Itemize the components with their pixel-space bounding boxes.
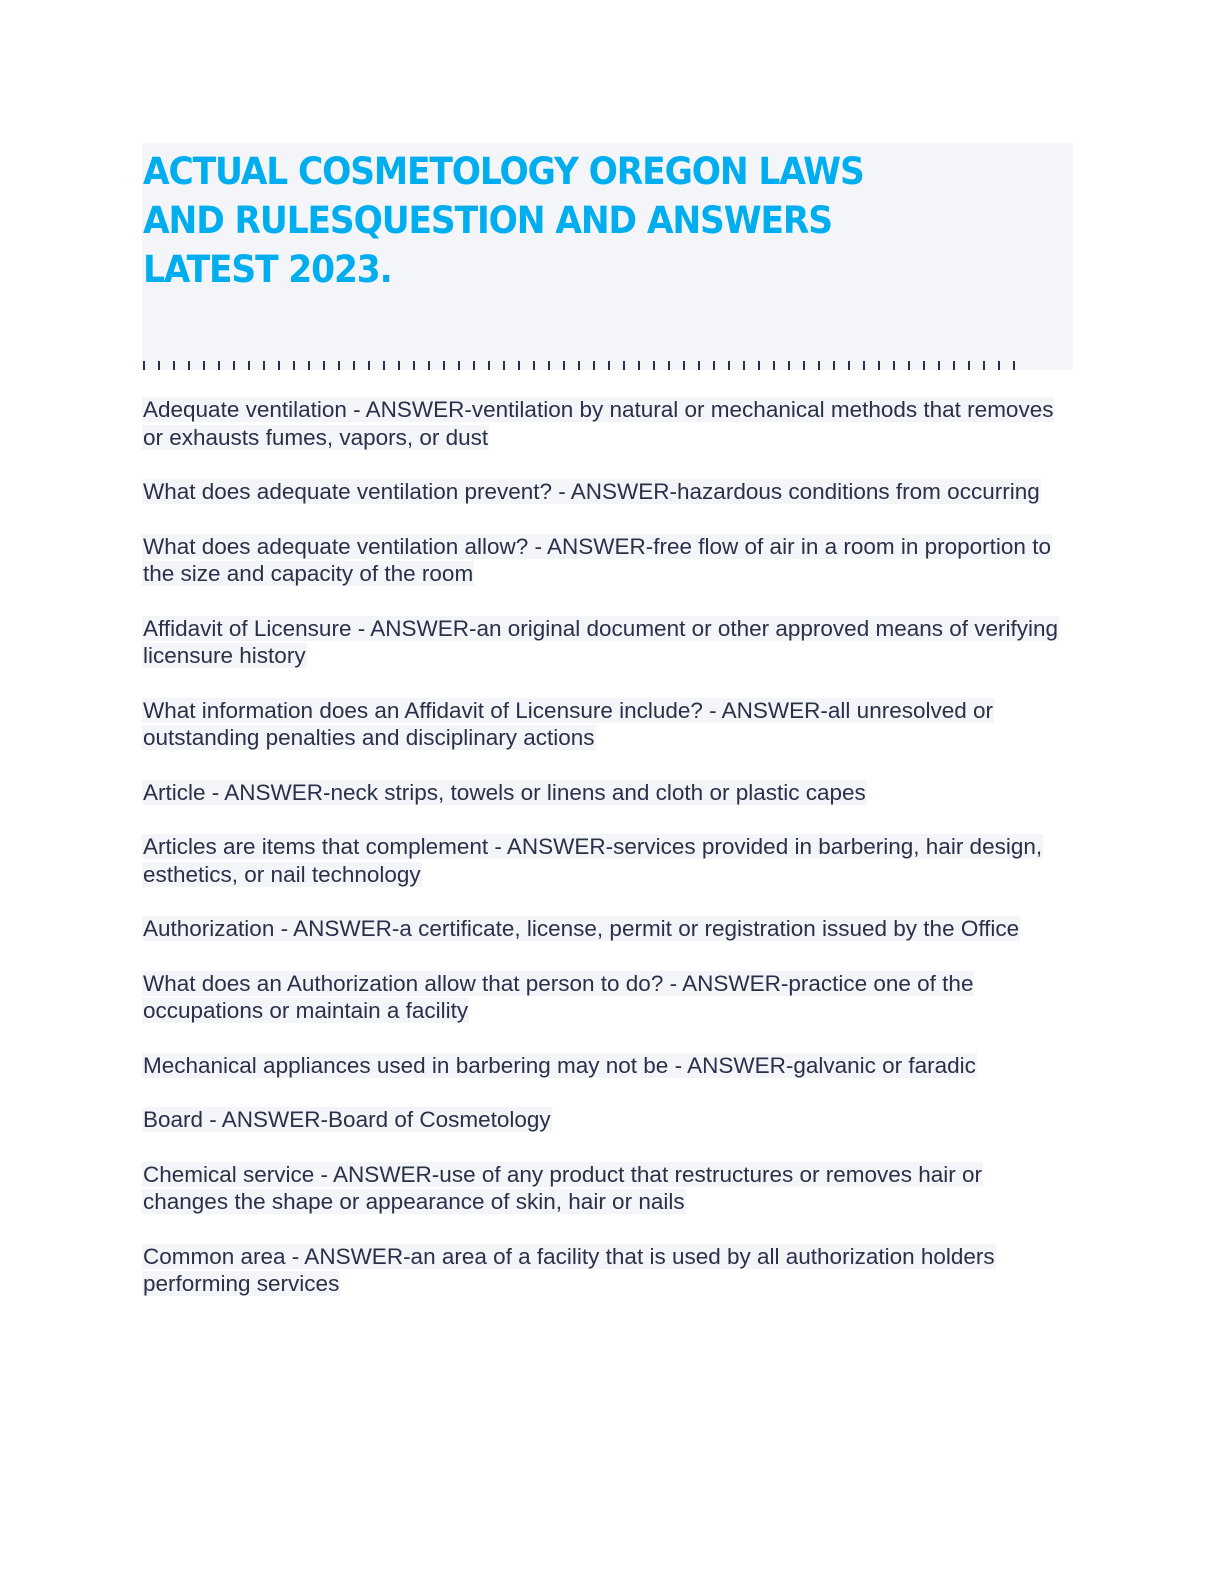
qa-list	[142, 396, 1062, 1325]
qa-text: Common area - ANSWER-an area of a facility that is used by all authorization holders performing services	[143, 1243, 995, 1296]
qa-text: Adequate ventilation - ANSWER-ventilation by natural or mechanical methods that removes or exhausts fumes, vapors, or dust	[143, 397, 1054, 450]
qa-item	[142, 615, 1062, 670]
qa-text: What does adequate ventilation prevent? - ANSWER-hazardous conditions from occurring	[143, 479, 1040, 504]
qa-item	[142, 533, 1062, 588]
qa-text: Articles are items that complement - ANSWER-services provided in barbering, hair design, esthetics, or nail technology	[143, 834, 1043, 887]
qa-text: What information does an Affidavit of Licensure include? - ANSWER-all unresolved or outstanding penalties and disciplinary actions	[143, 697, 994, 750]
title-line: AND RULESQUESTION AND ANSWERS	[143, 199, 832, 242]
qa-text: Board - ANSWER-Board of Cosmetology	[143, 1107, 551, 1132]
qa-item	[142, 1052, 1062, 1080]
title-line: LATEST 2023.	[143, 248, 392, 291]
qa-item	[142, 1243, 1062, 1298]
qa-item	[142, 779, 1062, 807]
qa-item	[142, 1161, 1062, 1216]
qa-text: What does an Authorization allow that person to do? - ANSWER-practice one of the occupations or maintain a facility	[143, 970, 974, 1023]
document-title	[143, 147, 906, 294]
qa-text: Mechanical appliances used in barbering may not be - ANSWER-galvanic or faradic	[143, 1052, 976, 1078]
qa-text: Authorization - ANSWER-a certificate, license, permit or registration issued by the Office	[143, 916, 1020, 941]
qa-item	[142, 833, 1062, 888]
title-banner	[142, 143, 1073, 370]
title-line: ACTUAL COSMETOLOGY OREGON LAWS	[143, 150, 864, 193]
clipped-text-line	[143, 361, 1043, 370]
qa-text: Affidavit of Licensure - ANSWER-an original document or other approved means of verifying licensure history	[143, 615, 1059, 668]
qa-text: What does adequate ventilation allow? - ANSWER-free flow of air in a room in proportion to the size and capacity of the room	[143, 533, 1051, 586]
qa-text: Article - ANSWER-neck strips, towels or linens and cloth or plastic capes	[143, 779, 866, 805]
qa-item	[142, 970, 1062, 1025]
qa-text: Chemical service - ANSWER-use of any product that restructures or removes hair or changes the shape or appearance of skin, hair or nails	[143, 1161, 983, 1214]
qa-item	[142, 478, 1062, 506]
qa-item	[142, 915, 1062, 943]
qa-item	[142, 396, 1062, 451]
qa-item	[142, 697, 1062, 752]
qa-item	[142, 1106, 1062, 1134]
